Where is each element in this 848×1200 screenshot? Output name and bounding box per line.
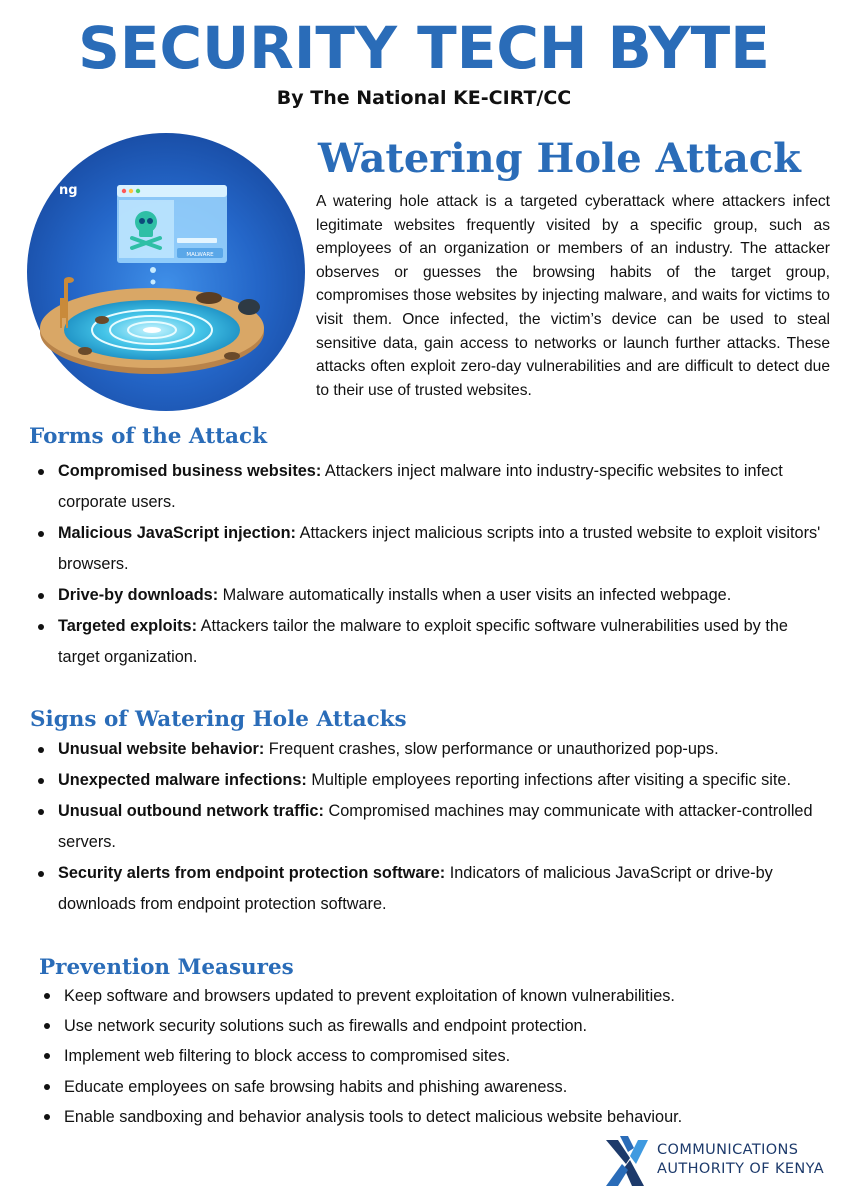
list-item: [32, 456, 822, 518]
list-item: Educate employees on safe browsing habits and phishing awareness.: [38, 1072, 828, 1102]
list-item-term: Unusual website behavior:: [58, 740, 265, 758]
list-item-text: Indicators of malicious JavaScript or drive-by downloads from endpoint protection software.: [58, 864, 773, 913]
list-item-term: Malicious JavaScript injection:: [58, 524, 296, 542]
list-item: [32, 518, 822, 580]
logo-line-2: AUTHORITY OF KENYA: [657, 1161, 825, 1177]
list-item-text: Attackers inject malicious scripts into a trusted website to exploit visitors' browsers.: [58, 524, 821, 573]
list-item: [32, 858, 822, 920]
list-item: Keep software and browsers updated to prevent exploitation of known vulnerabilities.: [38, 981, 828, 1011]
ca-x-logo-icon: [604, 1134, 650, 1192]
signs-heading: Signs of Watering Hole Attacks: [30, 707, 407, 732]
prevention-list: [38, 981, 828, 1132]
list-item: [32, 796, 822, 858]
list-item-text: Frequent crashes, slow performance or unauthorized pop-ups.: [264, 740, 719, 758]
list-item: [32, 580, 822, 611]
list-item-term: Unexpected malware infections:: [58, 771, 307, 789]
list-item-term: Compromised business websites:: [58, 462, 322, 480]
list-item: Enable sandboxing and behavior analysis tools to detect malicious website behaviour.: [38, 1102, 828, 1132]
list-item-text: Multiple employees reporting infections after visiting a specific site.: [306, 771, 791, 789]
list-item-text: Compromised machines may communicate with attacker-controlled servers.: [58, 802, 813, 851]
list-item-term: Unusual outbound network traffic:: [58, 802, 324, 820]
animal-figure: [196, 292, 222, 304]
rhino-figure: [238, 299, 260, 315]
logo-line-1: COMMUNICATIONS: [657, 1142, 799, 1158]
article-title: Watering Hole Attack: [318, 135, 801, 182]
malware-window: [117, 185, 227, 263]
list-item: [32, 734, 822, 765]
communications-authority-logo: [604, 1134, 834, 1192]
list-item: [32, 611, 822, 673]
forms-list: [32, 456, 822, 673]
watering-hole-illustration: [27, 130, 305, 415]
prevention-heading: Prevention Measures: [39, 955, 294, 980]
intro-paragraph: A watering hole attack is a targeted cyberattack where attackers infect legitimate websites frequently visited by a specific group, such as employees of an organization or members of an industry. The attacker observes or guesses the browsing habits of the target group, compromises those websites by injecting malware, and waits for victims to visit them. Once infected, the victim’s device can be used to steal sensitive data, gain access to networks or launch further attacks. These attacks often exploit zero-day vulnerabilities and are difficult to detect due to their use of trusted websites.: [316, 193, 830, 399]
signs-list: [32, 734, 822, 920]
forms-heading: Forms of the Attack: [29, 424, 267, 449]
malware-label: MALWARE: [186, 252, 214, 258]
page-title: SECURITY TECH BYTE: [78, 14, 770, 82]
list-item: Implement web filtering to block access to compromised sites.: [38, 1041, 828, 1071]
list-item-term: Drive-by downloads:: [58, 586, 219, 604]
list-item: Use network security solutions such as firewalls and endpoint protection.: [38, 1011, 828, 1041]
list-item-text: Attackers inject malware into industry-specific websites to infect corporate users.: [58, 462, 783, 511]
corner-text: ng: [59, 183, 78, 198]
byline: By The National KE-CIRT/CC: [276, 87, 572, 109]
list-item-term: Targeted exploits:: [58, 617, 198, 635]
list-item: [32, 765, 822, 796]
list-item-text: Attackers tailor the malware to exploit specific software vulnerabilities used by the target organization.: [58, 617, 788, 666]
list-item-term: Security alerts from endpoint protection software:: [58, 864, 446, 882]
list-item-text: Malware automatically installs when a user visits an infected webpage.: [218, 586, 732, 604]
